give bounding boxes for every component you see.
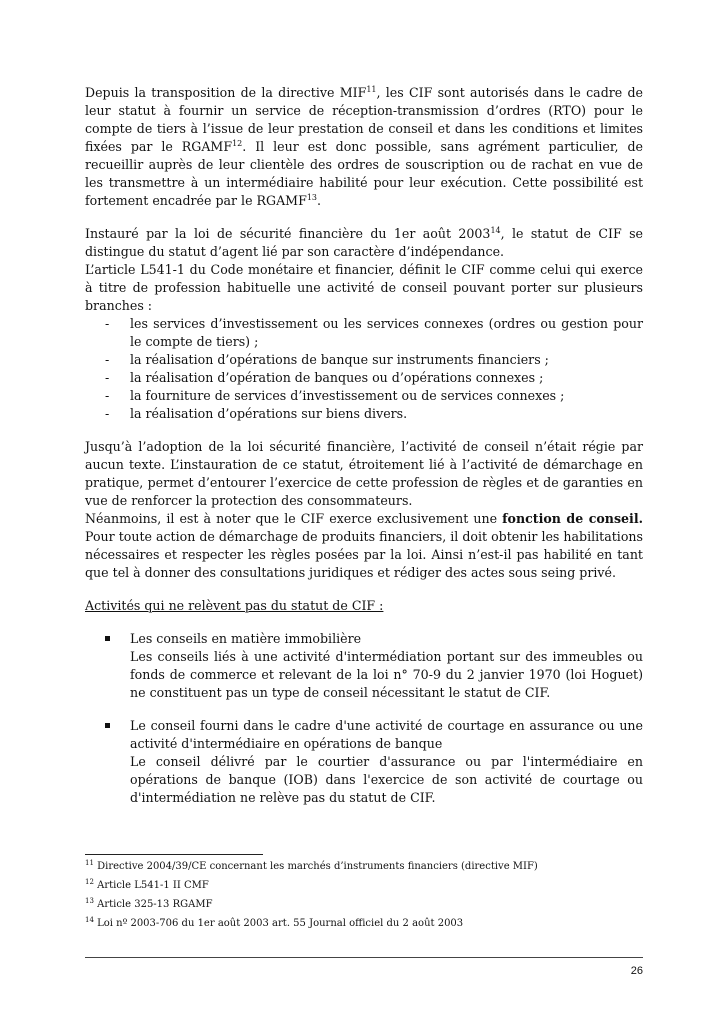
bullet-separator bbox=[85, 702, 643, 717]
paragraph-adoption: Jusqu’à l’adoption de la loi sécurité financière, l’activité de conseil n’était régie par aucun texte. L’instauration de ce statut, étroitement lié à l’activité de démarchage en pratique, permet d’entourer l’exercice de cette profession de règles et de garanties en vue de renforcer la protection des consommateurs. bbox=[85, 439, 643, 508]
footnote-text: Directive 2004/39/CE concernant les marchés d’instruments financiers (directive MIF) bbox=[93, 861, 538, 872]
bullet-list bbox=[85, 630, 643, 807]
bullet-item bbox=[85, 717, 643, 807]
dash-marker: - bbox=[105, 388, 110, 403]
paragraph-rto bbox=[85, 84, 643, 210]
footnote bbox=[85, 857, 645, 876]
dash-list bbox=[85, 315, 643, 423]
bullet-title: Les conseils en matière immobilière bbox=[130, 631, 362, 646]
page-number: 26 bbox=[630, 965, 643, 977]
footnote-separator bbox=[85, 854, 263, 855]
footnote-ref[interactable]: 12 bbox=[232, 139, 243, 148]
dash-marker: - bbox=[105, 406, 110, 421]
footnote-number: 11 bbox=[85, 859, 94, 867]
list-item-text: les services d’investissement ou les services connexes (ordres ou gestion pour le compte de tiers) ; bbox=[130, 316, 643, 349]
dash-marker: - bbox=[105, 370, 110, 385]
dash-marker: - bbox=[105, 352, 110, 367]
footer-rule bbox=[85, 957, 643, 958]
footnote bbox=[85, 914, 645, 933]
footnote-number: 12 bbox=[85, 878, 94, 886]
footnote bbox=[85, 876, 645, 895]
paragraph-article: L’article L541-1 du Code monétaire et financier, définit le CIF comme celui qui exerce à titre de profession habituelle une activité de conseil pouvant porter sur plusieurs branches : bbox=[85, 262, 643, 313]
list-item bbox=[85, 405, 643, 423]
footnotes bbox=[85, 857, 645, 933]
text-span: Néanmoins, il est à noter que le CIF exerce exclusivement une bbox=[85, 511, 503, 526]
square-bullet-icon bbox=[105, 723, 110, 728]
paragraph-statut bbox=[85, 225, 643, 261]
bullet-body: Les conseils liés à une activité d'intermédiation portant sur des immeubles ou fonds de commerce et relevant de la loi n° 70-9 du 2 janvier 1970 (loi Hoguet) ne constituent pas un type de conseil nécessitant le statut de CIF. bbox=[130, 649, 643, 700]
list-item bbox=[85, 369, 643, 387]
footnote-ref[interactable]: 13 bbox=[306, 193, 317, 202]
emphasis-text: fonction de conseil. bbox=[502, 511, 644, 526]
text-span: , les CIF sont autorisés dans le cadre de leur statut à fournir un service de réception-transmission d’ordres (RTO) pour le compte de tiers à l’issue de leur prestation de conseil et dans les conditions et limites fixées par le RGAMF bbox=[85, 85, 643, 154]
spacer bbox=[85, 582, 643, 597]
footnote-ref[interactable]: 14 bbox=[490, 226, 501, 235]
bullet-title: Le conseil fourni dans le cadre d'une activité de courtage en assurance ou une activité d'intermédiaire en opérations de banque bbox=[130, 718, 643, 751]
text-span: . Il leur est donc possible, sans agrément particulier, de recueillir auprès de leur clientèle des ordres de souscription ou de rachat en vue de les transmettre à un intermédiaire habilité pour leur exécution. Cette possibilité est fortement encadrée par le RGAMF bbox=[85, 139, 643, 208]
footnote-text: Article L541-1 II CMF bbox=[93, 880, 209, 891]
section-heading: Activités qui ne relèvent pas du statut de CIF : bbox=[85, 598, 384, 613]
list-item bbox=[85, 315, 643, 351]
list-item-text: la réalisation d’opérations de banque sur instruments financiers ; bbox=[130, 352, 549, 367]
footnote bbox=[85, 895, 645, 914]
bullet-item bbox=[85, 630, 643, 702]
footnote-text: Loi nº 2003-706 du 1er août 2003 art. 55 Journal officiel du 2 août 2003 bbox=[93, 918, 464, 929]
list-item bbox=[85, 387, 643, 405]
text-span: Pour toute action de démarchage de produits financiers, il doit obtenir les habilitations nécessaires et respecter les règles posées par la loi. Ainsi n’est-il pas habilité en tant que tel à donner des consultations juridiques et rédiger des actes sous seing privé. bbox=[85, 529, 643, 580]
dash-marker: - bbox=[105, 316, 110, 331]
paragraph-fonction-conseil bbox=[85, 510, 643, 582]
footnote-number: 14 bbox=[85, 916, 94, 924]
footnote-number: 13 bbox=[85, 897, 94, 905]
footnote-text: Article 325-13 RGAMF bbox=[93, 899, 213, 910]
document-body bbox=[85, 84, 643, 807]
text-span: , le statut de CIF se distingue du statut d’agent lié par son caractère d’indépendance. bbox=[85, 226, 644, 259]
list-item bbox=[85, 351, 643, 369]
spacer bbox=[85, 210, 643, 225]
list-item-text: la fourniture de services d’investissement ou de services connexes ; bbox=[130, 388, 565, 403]
text-span: . bbox=[317, 193, 322, 208]
list-item-text: la réalisation d’opération de banques ou d’opérations connexes ; bbox=[130, 370, 544, 385]
spacer bbox=[85, 615, 643, 630]
footnote-ref[interactable]: 11 bbox=[366, 85, 377, 94]
text-span: Depuis la transposition de la directive MIF bbox=[85, 85, 367, 100]
bullet-body: Le conseil délivré par le courtier d'assurance ou par l'intermédiaire en opérations de banque (IOB) dans l'exercice de son activité de courtage ou d'intermédiation ne relève pas du statut de CIF. bbox=[130, 754, 643, 805]
text-span: Instauré par la loi de sécurité financière du 1er août 2003 bbox=[85, 226, 491, 241]
spacer bbox=[85, 423, 643, 438]
square-bullet-icon bbox=[105, 636, 110, 641]
list-item-text: la réalisation d’opérations sur biens divers. bbox=[130, 406, 408, 421]
